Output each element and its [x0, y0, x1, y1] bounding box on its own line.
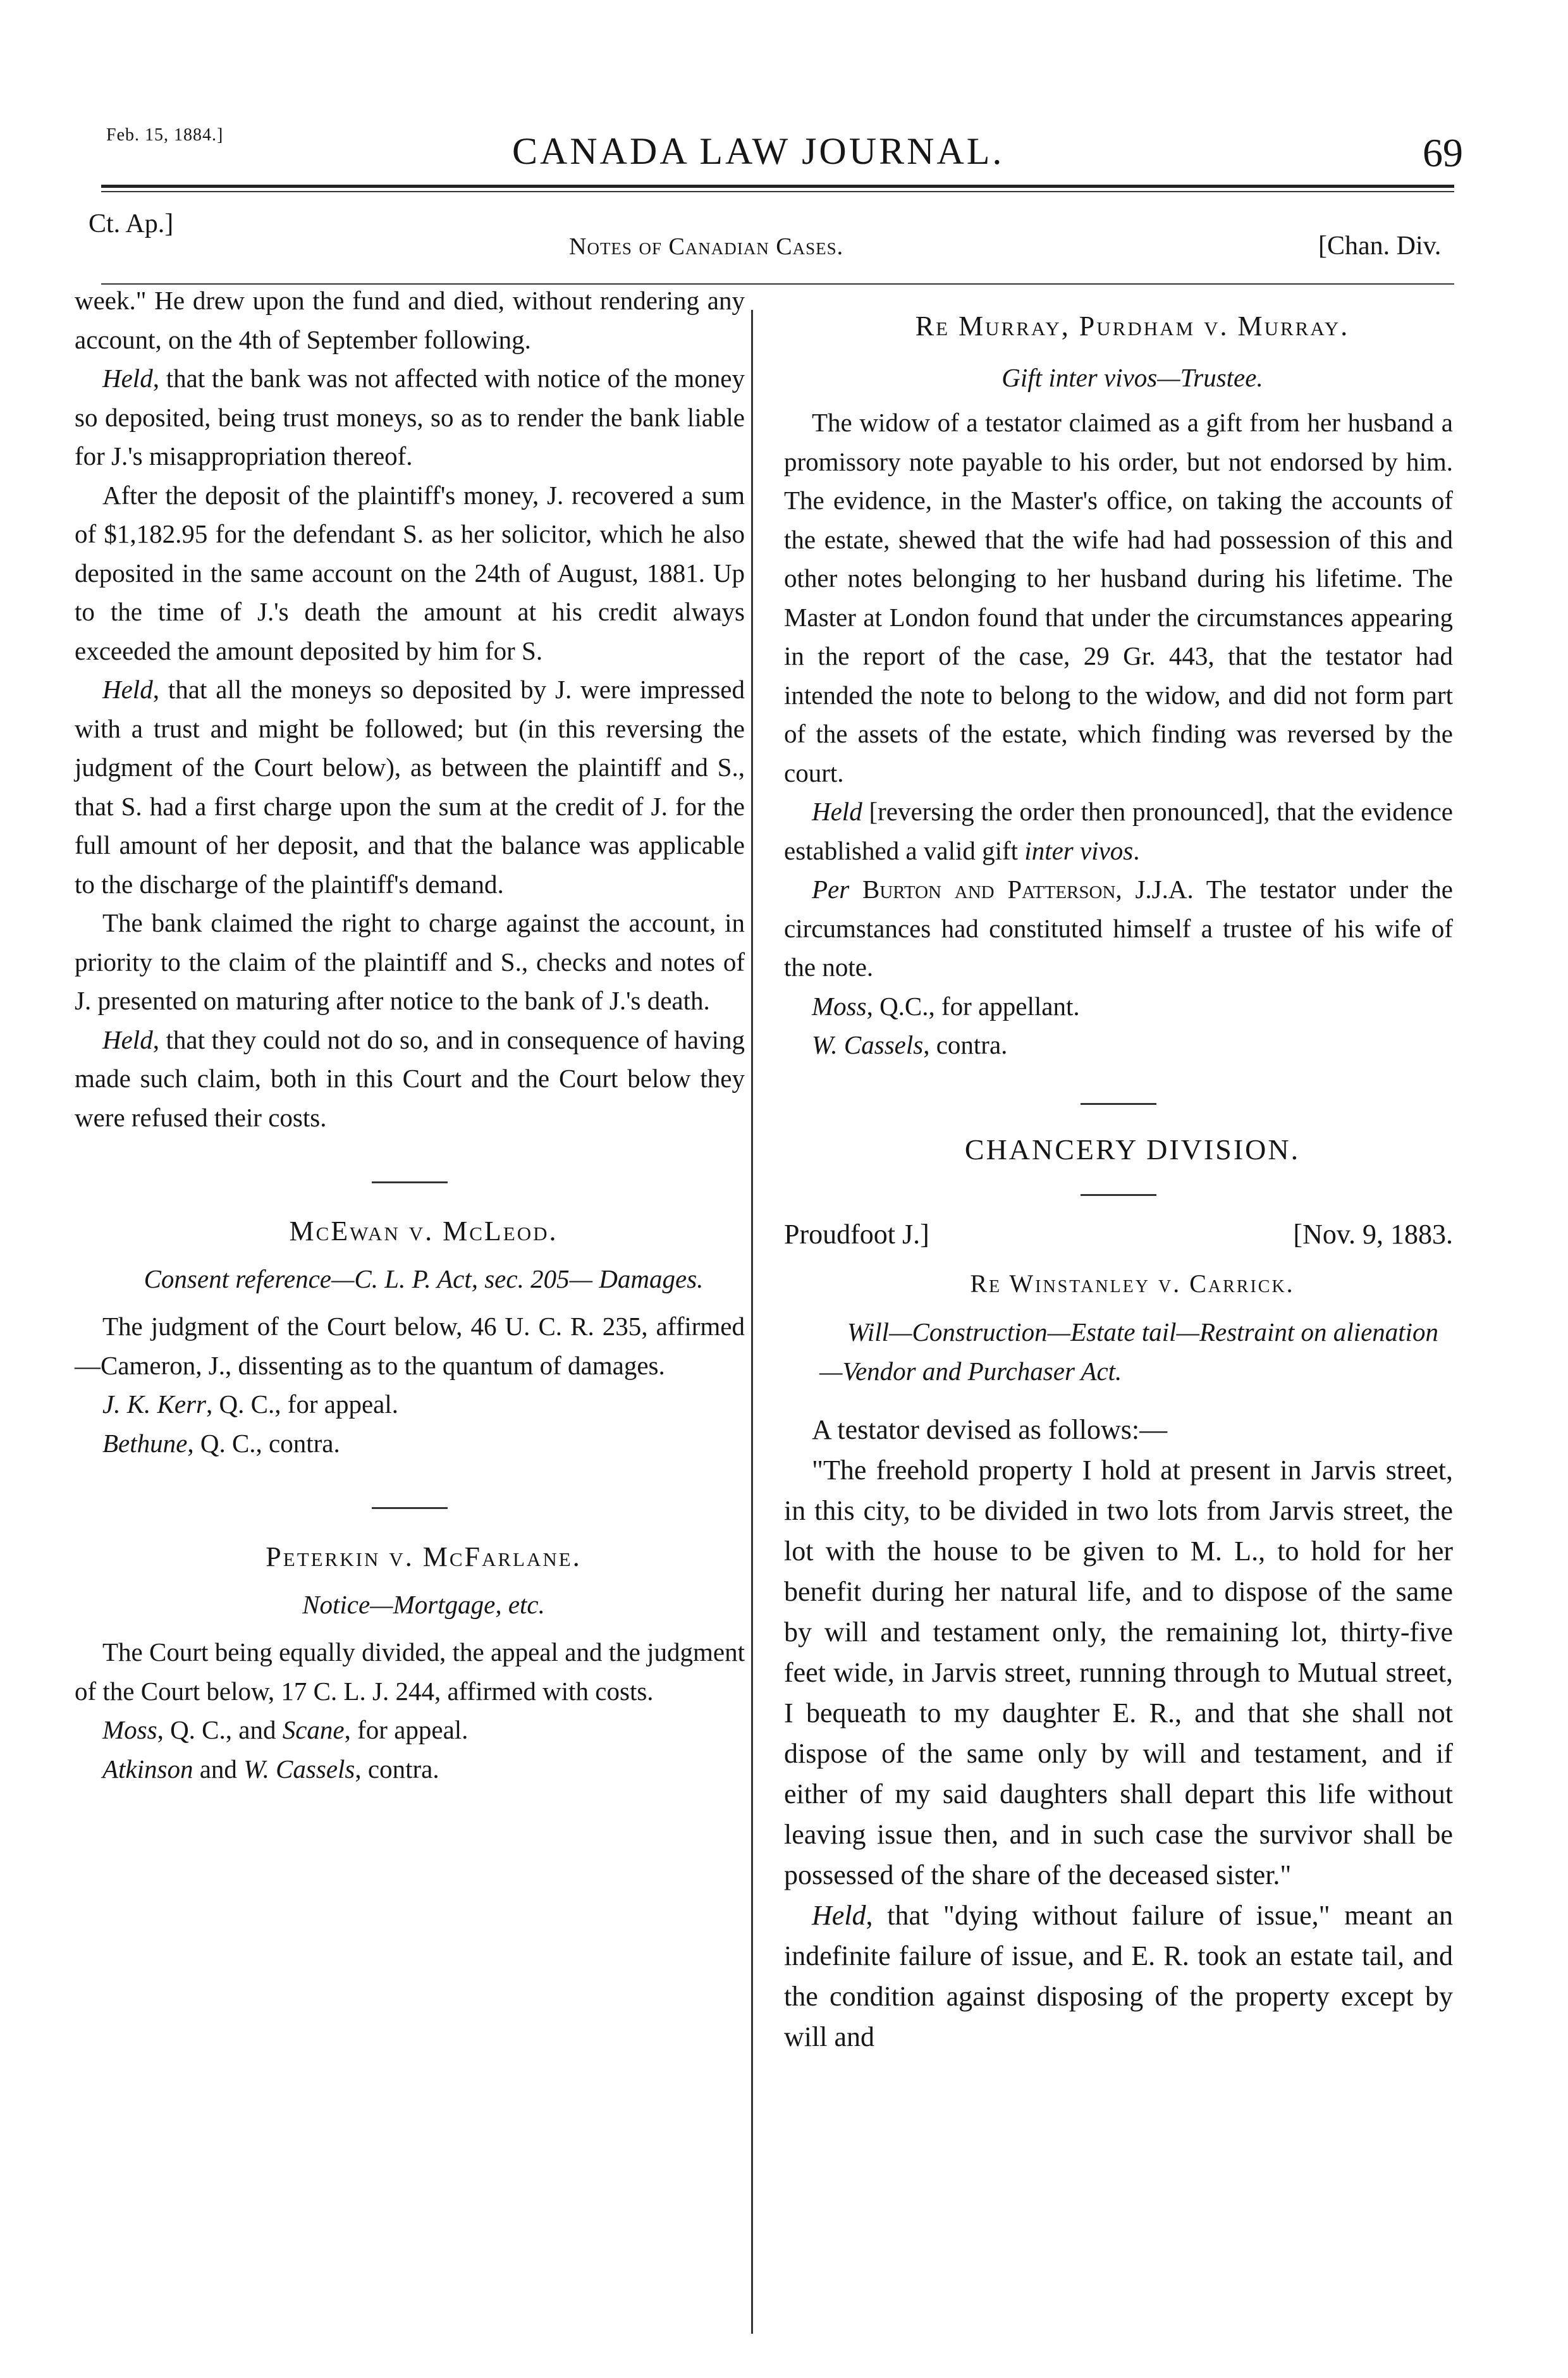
judge: Proudfoot J.]: [784, 1219, 929, 1250]
case-title: McEwan v. McLeod.: [289, 1216, 558, 1247]
issue-date: Feb. 15, 1884.]: [106, 125, 224, 145]
case-topic: Gift inter vivos—Trustee.: [1001, 362, 1263, 392]
journal-title: CANADA LAW JOURNAL.: [512, 130, 1005, 172]
paragraph: week." He drew upon the fund and died, without rendering any account, on the 4th of September following.: [75, 286, 745, 354]
paragraph: Held, that they could not do so, and in consequence of having made such claim, both in this Court and the Court below they were refused their costs.: [75, 1025, 745, 1132]
case-topic: Notice—Mortgage, etc.: [302, 1589, 545, 1619]
quotation: "The freehold property I hold at present in Jarvis street, in this city, to be divided in two lots from Jarvis street, the lot with the house to be given to M. L., to hold for her benefit during her natural life, and to dispose of the same by will and testament only, the remaining lot, thirty-five feet wide, in Jarvis street, running through to Mutual street, I bequeath to my daughter E. R., and that she shall not dispose of the same only by will and testament, and if either of my said daughters shall depart this life without leaving issue then, and in such case the survivor shall be possessed of the share of the deceased sister.": [784, 1455, 1453, 1890]
paragraph: Held [reversing the order then pronounced], that the evidence established a valid gift inter vivos.: [784, 797, 1453, 865]
case-title: Re Winstanley v. Carrick.: [970, 1269, 1295, 1298]
column-divider: [751, 310, 753, 2334]
section-title: Notes of Canadian Cases.: [569, 233, 844, 260]
header-rule: [101, 185, 1454, 188]
paragraph: After the deposit of the plaintiff's money, J. recovered a sum of $1,182.95 for the defendant S. as her solicitor, which he also deposited in the same account on the 24th of August, 1881. Up to the time of J.'s death the amount at his credit always exceeded the amount deposited by him for S.: [75, 480, 745, 665]
case-title: Re Murray, Purdham v. Murray.: [915, 311, 1350, 342]
case-topic: Will—Construction—Estate tail—Restraint on alienation—Vendor and Purchaser Act.: [819, 1317, 1439, 1386]
counsel: Moss, Q. C., and Scane, for appeal.: [102, 1715, 469, 1744]
paragraph: Held, that all the moneys so deposited by J. were impressed with a trust and might be followed; but (in this reversing the judgment of the Court below), as between the plaintiff and S., that S. had a first charge upon the sum at the credit of J. for the full amount of her deposit, and that the balance was applicable to the discharge of the plaintiff's demand.: [75, 675, 745, 899]
counsel: Bethune, Q. C., contra.: [102, 1428, 340, 1458]
page-number: 69: [1423, 130, 1463, 175]
counsel: J. K. Kerr, Q. C., for appeal.: [102, 1389, 398, 1419]
right-column: [784, 307, 1453, 2057]
counsel: Moss, Q.C., for appellant.: [812, 991, 1080, 1021]
left-column: [75, 281, 745, 1789]
paragraph: The bank claimed the right to charge against the account, in priority to the claim of the plaintiff and S., checks and notes of J. presented on maturing after notice to the bank of J.'s death.: [75, 908, 745, 1015]
paragraph: The widow of a testator claimed as a gift from her husband a promissory note payable to his order, but not endorsed by him. The evidence, in the Master's office, on taking the accounts of the estate, shewed that the wife had had possession of this and other notes belonging to her husband during his lifetime. The Master at London found that under the circumstances appearing in the report of the case, 29 Gr. 443, that the testator had intended the note to belong to the widow, and did not form part of the assets of the estate, which finding was reversed by the court.: [784, 408, 1453, 787]
case-topic: Consent reference—C. L. P. Act, sec. 205— Damages.: [144, 1264, 704, 1293]
court-right: [Chan. Div.: [1318, 231, 1442, 261]
header-rule-thin: [101, 191, 1454, 192]
case-title: Peterkin v. McFarlane.: [266, 1541, 582, 1572]
paragraph: Held, that the bank was not affected with notice of the money so deposited, being trust moneys, so as to render the bank liable for J.'s misappropriation thereof.: [75, 364, 745, 471]
counsel: Atkinson and W. Cassels, contra.: [102, 1754, 439, 1784]
division-heading: CHANCERY DIVISION.: [964, 1133, 1301, 1166]
paragraph: Held, that "dying without failure of issue," meant an indefinite failure of issue, and E. R. took an estate tail, and the condition against disposing of the property except by will and: [784, 1900, 1453, 2052]
counsel: W. Cassels, contra.: [812, 1030, 1008, 1059]
paragraph: Per Burton and Patterson, J.J.A. The testator under the circumstances had constituted himself a trustee of his wife of the note.: [784, 875, 1454, 982]
court-left: Ct. Ap.]: [89, 209, 174, 238]
judge-line: [784, 1215, 1453, 1254]
decision-date: [Nov. 9, 1883.: [1293, 1219, 1453, 1250]
paragraph: The Court being equally divided, the appeal and the judgment of the Court below, 17 C. L. J. 244, affirmed with costs.: [75, 1637, 745, 1706]
paragraph: A testator devised as follows:—: [812, 1414, 1168, 1445]
paragraph: The judgment of the Court below, 46 U. C. R. 235, affirmed—Cameron, J., dissenting as to the quantum of damages.: [75, 1312, 745, 1380]
